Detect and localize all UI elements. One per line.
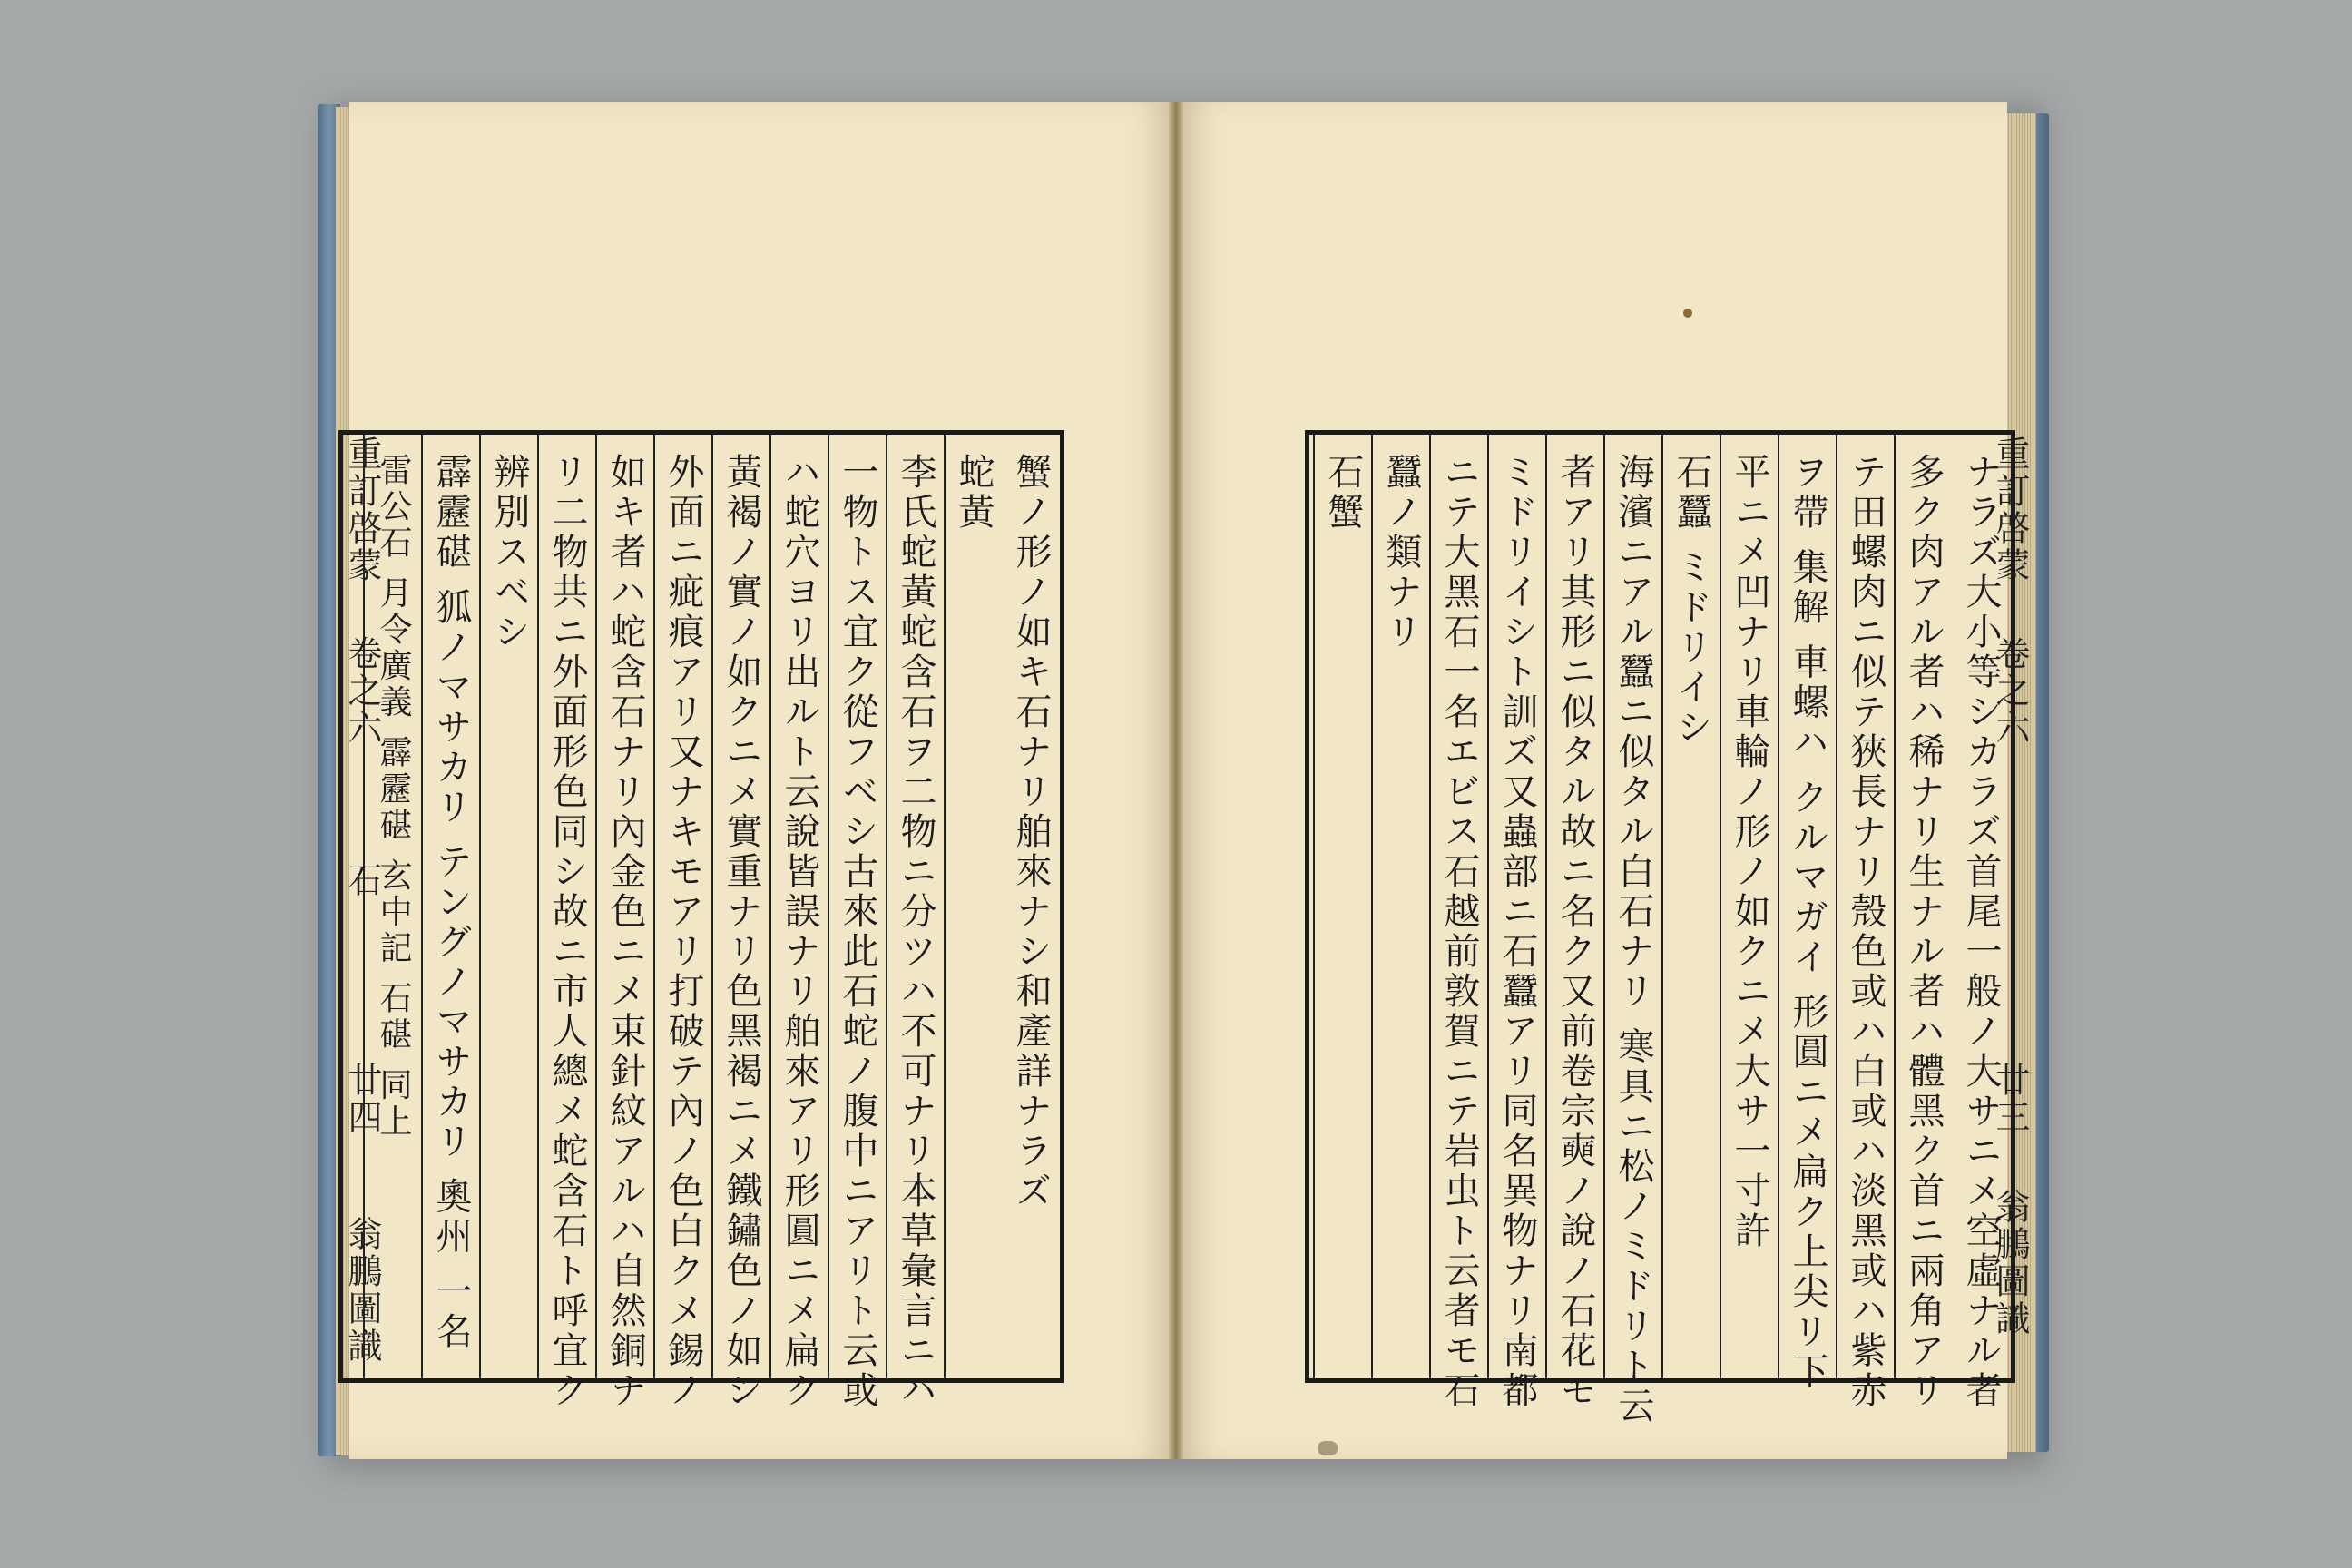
right-side-title: 重訂啓蒙	[1990, 436, 2030, 584]
left-column-7: 外面ニ疵痕アリ又ナキモアリ打破テ內ノ色白クメ錫ノ	[653, 435, 711, 1378]
left-column-11: 霹靂碪 狐ノマサカリ テングノマサカリ 奧州 一名	[421, 435, 479, 1378]
left-column-12: 雷公石 月令廣義 霹靂碪 玄中記 石碪 同上	[363, 435, 421, 1378]
left-column-1: 蟹ノ形ノ如キ石ナリ舶來ナシ和產詳ナラズ	[1010, 453, 1052, 1211]
book-gutter	[1169, 102, 1183, 1459]
right-column-3: テ田螺肉ニ似テ狹長ナリ殼色或ハ白或ハ淡黑或ハ紫赤	[1836, 435, 1894, 1378]
right-column-1: ナラズ大小等シカラズ首尾一般ノ大サニメ空虛ナル者	[1960, 453, 2002, 1411]
right-column-2: 多ク肉アル者ハ稀ナリ生ナル者ハ體黑ク首ニ兩角アリ	[1894, 435, 1952, 1378]
right-column-10: ニテ大黑石一名エビス石越前敦賀ニテ岩虫ト云者モ石	[1429, 435, 1487, 1378]
right-column-4: ヲ帶 集解 車螺ハ クルマガイ 形圓ニメ扁ク上尖リ下	[1778, 435, 1836, 1378]
right-column-8: 者アリ其形ニ似タル故ニ名ク又前卷宗奭ノ說ノ石花モ	[1545, 435, 1603, 1378]
right-column-11: 蠶ノ類ナリ	[1371, 435, 1429, 1378]
right-column-6: 石蠶 ミドリイシ	[1661, 435, 1720, 1378]
left-column-8: 如キ者ハ蛇含石ナリ內金色ニメ束針紋アルハ自然銅ナ	[595, 435, 653, 1378]
left-page-number: 廿四	[342, 1062, 382, 1136]
left-column-9: リ二物共ニ外面形色同シ故ニ市人總メ蛇含石ト呼宜ク	[537, 435, 595, 1378]
right-column-12: 石蟹	[1313, 435, 1371, 1378]
left-column-2: 蛇黃	[944, 435, 1002, 1378]
right-text-frame	[1305, 430, 2015, 1426]
right-column-7: 海濱ニアル蠶ニ似タル白石ナリ 寒具ニ松ノミドリト云	[1603, 435, 1661, 1378]
left-section: 石	[342, 862, 382, 899]
left-column-6: 黃褐ノ實ノ如クニメ實重ナリ色黑褐ニメ鐵鏽色ノ如シ	[711, 435, 769, 1378]
right-page-number: 廿三	[1990, 1062, 2030, 1136]
right-publisher: 翁鵬圖識	[1990, 1189, 2030, 1338]
right-column-5: 平ニメ凹ナリ車輪ノ形ノ如クニメ大サ一寸許	[1720, 435, 1778, 1378]
left-column-3: 李氏蛇黃蛇含石ヲ二物ニ分ツハ不可ナリ本草彙言ニハ	[886, 435, 944, 1378]
right-column-9: ミドリイシト訓ズ又蟲部ニ石蠶アリ同名異物ナリ南都	[1487, 435, 1545, 1378]
left-column-4: 一物トス宜ク從フベシ古來此石蛇ノ腹中ニアリト云或	[828, 435, 886, 1378]
left-publisher: 翁鵬圖識	[342, 1216, 382, 1365]
paper-blemish	[1683, 309, 1692, 318]
right-volume: 卷之六	[1990, 635, 2030, 747]
left-text-frame	[338, 430, 1064, 1411]
left-column-10: 辨別スベシ	[479, 435, 537, 1378]
left-column-5: ハ蛇穴ヨリ出ルト云說皆誤ナリ舶來アリ形圓ニメ扁ク	[769, 435, 828, 1378]
left-side-title: 重訂啓蒙	[342, 436, 382, 584]
paper-stain	[1318, 1441, 1338, 1455]
left-volume: 卷之六	[342, 635, 382, 747]
